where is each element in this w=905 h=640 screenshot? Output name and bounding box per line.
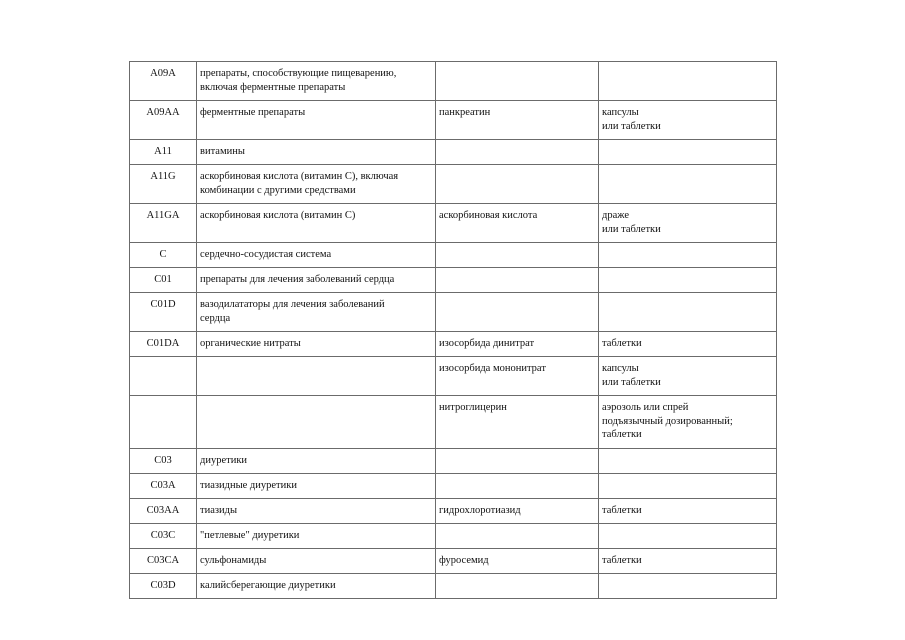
cell-text-line: аскорбиновая кислота (439, 210, 538, 221)
drug-name-cell (436, 165, 599, 204)
drug-name-cell (436, 140, 599, 165)
cell-text-line: таблетки (602, 505, 642, 516)
group-name-cell (197, 574, 436, 599)
table-row (130, 396, 777, 449)
group-name-cell (197, 449, 436, 474)
dosage-form-cell (599, 396, 777, 449)
group-name-cell (197, 165, 436, 204)
drug-name-cell (436, 293, 599, 332)
atc-code-cell: A09A (130, 62, 197, 101)
group-name-cell (197, 474, 436, 499)
cell-text-line: фуросемид (439, 555, 489, 566)
cell-text-line: сульфонамиды (200, 555, 267, 566)
table-row (130, 293, 777, 332)
atc-code-cell: A11 (130, 140, 197, 165)
cell-text-line: изосорбида мононитрат (439, 363, 546, 374)
cell-text-line: "петлевые" диуретики (200, 530, 300, 541)
table-row (130, 140, 777, 165)
drug-name-cell (436, 499, 599, 524)
atc-code-cell: C03CA (130, 549, 197, 574)
atc-code-cell: C (130, 243, 197, 268)
group-name-cell (197, 62, 436, 101)
group-name-cell (197, 396, 436, 449)
cell-text-line: или таблетки (602, 120, 661, 132)
table-row (130, 165, 777, 204)
dosage-form-cell (599, 524, 777, 549)
dosage-form-cell (599, 62, 777, 101)
dosage-form-cell (599, 499, 777, 524)
group-name-cell (197, 499, 436, 524)
drug-name-cell (436, 396, 599, 449)
drug-name-cell (436, 474, 599, 499)
atc-code-cell: C01 (130, 268, 197, 293)
cell-text-line: аэрозоль или спрей (602, 402, 689, 413)
atc-code-cell: C03D (130, 574, 197, 599)
group-name-cell (197, 204, 436, 243)
table-row (130, 524, 777, 549)
cell-text-line: вазодилататоры для лечения заболеваний (200, 299, 385, 310)
cell-text-line: гидрохлоротиазид (439, 505, 521, 516)
dosage-form-cell (599, 449, 777, 474)
dosage-form-cell (599, 165, 777, 204)
cell-text-line: аскорбиновая кислота (витамин С) (200, 210, 356, 221)
atc-code-cell (130, 357, 197, 396)
group-name-cell (197, 524, 436, 549)
table-row (130, 357, 777, 396)
group-name-cell (197, 332, 436, 357)
drug-name-cell (436, 549, 599, 574)
cell-text-line: комбинации с другими средствами (200, 184, 356, 196)
atc-code-cell: A11GA (130, 204, 197, 243)
table-row (130, 499, 777, 524)
cell-text-line: включая ферментные препараты (200, 81, 346, 93)
group-name-cell (197, 243, 436, 268)
table-row (130, 449, 777, 474)
drug-name-cell (436, 332, 599, 357)
drug-name-cell (436, 204, 599, 243)
drug-name-cell (436, 268, 599, 293)
cell-text-line: драже (602, 210, 630, 221)
cell-text-line: подъязычный дозированный; (602, 415, 733, 427)
cell-text-line: калийсберегающие диуретики (200, 580, 336, 591)
drug-name-cell (436, 574, 599, 599)
cell-text-line: сердечно-сосудистая система (200, 249, 332, 260)
table-row (130, 204, 777, 243)
table-row (130, 243, 777, 268)
cell-text-line: органические нитраты (200, 338, 301, 349)
drug-name-cell (436, 449, 599, 474)
atc-code-cell (130, 396, 197, 449)
dosage-form-cell (599, 474, 777, 499)
cell-text-line: аскорбиновая кислота (витамин С), включая (200, 171, 399, 182)
cell-text-line: нитроглицерин (439, 402, 507, 413)
dosage-form-cell (599, 243, 777, 268)
atc-code-cell: C03 (130, 449, 197, 474)
group-name-cell (197, 357, 436, 396)
dosage-form-cell (599, 268, 777, 293)
dosage-form-cell (599, 549, 777, 574)
table-row (130, 474, 777, 499)
atc-code-cell: C01DA (130, 332, 197, 357)
drug-classification-table (129, 61, 777, 599)
cell-text-line: капсулы (602, 107, 639, 118)
drug-name-cell (436, 357, 599, 396)
cell-text-line: или таблетки (602, 223, 661, 235)
drug-name-cell (436, 101, 599, 140)
atc-code-cell: A09AA (130, 101, 197, 140)
atc-code-cell: C01D (130, 293, 197, 332)
table-row (130, 549, 777, 574)
group-name-cell (197, 549, 436, 574)
cell-text-line: или таблетки (602, 376, 661, 388)
drug-name-cell (436, 62, 599, 101)
atc-code-cell: C03AA (130, 499, 197, 524)
group-name-cell (197, 140, 436, 165)
table-row (130, 332, 777, 357)
dosage-form-cell (599, 204, 777, 243)
group-name-cell (197, 268, 436, 293)
cell-text-line: таблетки (602, 429, 642, 440)
atc-code-cell: A11G (130, 165, 197, 204)
table-row (130, 574, 777, 599)
group-name-cell (197, 101, 436, 140)
cell-text-line: изосорбида динитрат (439, 338, 535, 349)
atc-code-cell: C03C (130, 524, 197, 549)
group-name-cell (197, 293, 436, 332)
dosage-form-cell (599, 357, 777, 396)
cell-text-line: препараты для лечения заболеваний сердца (200, 274, 395, 285)
cell-text-line: панкреатин (439, 107, 491, 118)
cell-text-line: сердца (200, 312, 231, 324)
drug-name-cell (436, 243, 599, 268)
cell-text-line: капсулы (602, 363, 639, 374)
dosage-form-cell (599, 140, 777, 165)
table-row (130, 268, 777, 293)
cell-text-line: тиазиды (200, 505, 238, 516)
dosage-form-cell (599, 101, 777, 140)
table-row (130, 101, 777, 140)
cell-text-line: препараты, способствующие пищеварению, (200, 68, 397, 79)
cell-text-line: ферментные препараты (200, 107, 306, 118)
dosage-form-cell (599, 332, 777, 357)
table-body (130, 62, 777, 599)
cell-text-line: витамины (200, 146, 245, 157)
dosage-form-cell (599, 293, 777, 332)
cell-text-line: диуретики (200, 455, 248, 466)
cell-text-line: таблетки (602, 555, 642, 566)
cell-text-line: таблетки (602, 338, 642, 349)
dosage-form-cell (599, 574, 777, 599)
cell-text-line: тиазидные диуретики (200, 480, 297, 491)
drug-name-cell (436, 524, 599, 549)
table-row (130, 62, 777, 101)
atc-code-cell: C03A (130, 474, 197, 499)
